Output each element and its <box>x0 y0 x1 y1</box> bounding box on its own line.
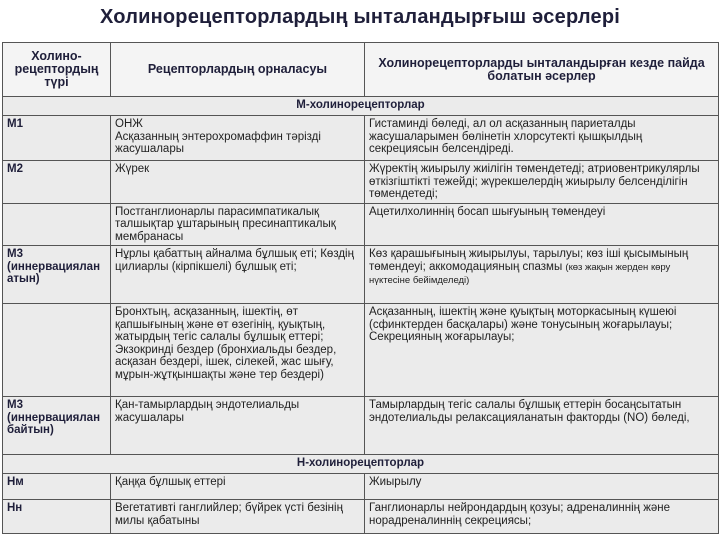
section-row-m <box>3 97 719 116</box>
effect-note: (көз жақын жерден көру нүктесіне бейімделеді) <box>369 261 671 286</box>
receptor-type <box>3 203 111 246</box>
receptor-location: Бронхтың, асқазанның, ішектің, өт қапшығының және өт өзегінің, қуықтың, жатырдың тегіс салалы бұлшық еттері; Экзокринді бездер (бронхиальды бездер, асқазан бездері, ішек, сілекей, жас шығу, мұрын-жұтқыншақты және тер бездері) <box>111 304 365 397</box>
table-row <box>3 474 719 500</box>
receptor-location: Постганглионарлы парасимпатикалық талшықтар ұштарының пресинаптикалық мембранасы <box>111 203 365 246</box>
receptor-type: М1 <box>3 116 111 161</box>
receptor-location: Нұрлы қабаттың айналма бұлшық еті; Көздің цилиарлы (кірпікшелі) бұлшық еті; <box>111 246 365 304</box>
table-row <box>3 246 719 304</box>
receptor-location: Қаңқа бұлшық еттері <box>111 474 365 500</box>
section-m-receptors: М-холинорецепторлар <box>3 97 719 116</box>
receptor-type: М3 (иннервацияланбайтын) <box>3 397 111 455</box>
receptor-location: Вегетативті ганглийлер; бүйрек үсті безінің милы қабатыны <box>111 500 365 534</box>
receptor-effect: Ганглионарлы нейрондардың қозуы; адреналиннің және норадреналиннің секрециясы; <box>365 500 719 534</box>
table-row <box>3 116 719 161</box>
receptor-location <box>111 116 365 161</box>
receptor-effect <box>365 246 719 304</box>
receptor-type: М2 <box>3 161 111 204</box>
table-row <box>3 500 719 534</box>
receptor-effect: Тамырлардың тегіс салалы бұлшық еттерін босаңсытатын эндотелиальды релаксацияланатын факторды (NO) бөледі, <box>365 397 719 455</box>
table-row <box>3 203 719 246</box>
receptor-table <box>2 42 719 534</box>
receptor-effect: Жиырылу <box>365 474 719 500</box>
receptor-type: Нн <box>3 500 111 534</box>
header-receptor-type: Холино-рецептордың түрі <box>3 43 111 97</box>
header-location: Рецепторлардың орналасуы <box>111 43 365 97</box>
receptor-effect: Гистаминді бөледі, ал ол асқазанның париеталды жасушаларымен бөлінетін хлорсутекті қышқылдың секрециясын белсендіреді. <box>365 116 719 161</box>
header-row <box>3 43 719 97</box>
receptor-effect: Ацетилхолиннің босап шығуының төмендеуі <box>365 203 719 246</box>
effect-text: Көз қарашығының жиырылуы, тарылуы; көз іші қысымының төмендеуі; аккомодацияның спазмы <box>369 248 689 273</box>
location-line: ОНЖ Асқазанның энтерохромаффин тәрізді жасушалары <box>115 118 321 155</box>
table-row <box>3 161 719 204</box>
table-row <box>3 397 719 455</box>
table-row <box>3 304 719 397</box>
header-effects: Холинорецепторларды ынталандырған кезде пайда болатын әсерлер <box>365 43 719 97</box>
section-n-receptors: Н-холинорецепторлар <box>3 455 719 474</box>
receptor-location: Жүрек <box>111 161 365 204</box>
receptor-type: Нм <box>3 474 111 500</box>
receptor-location: Қан-тамырлардың эндотелиальды жасушалары <box>111 397 365 455</box>
receptor-type <box>3 304 111 397</box>
receptor-type: М3 (иннервацияланатын) <box>3 246 111 304</box>
page-title: Холинорецепторлардың ынталандырғыш әсерлері <box>100 6 620 28</box>
section-row-n <box>3 455 719 474</box>
receptor-effect: Асқазанның, ішектің және қуықтың моторкасының күшеюі (сфинктерден басқалары) және тонусының жоғарылауы; Секрецияның жоғарылауы; <box>365 304 719 397</box>
receptor-effect: Жүректің жиырылу жиілігін төмендетеді; атриовентрикулярлы өткізгіштікті тежейді; жүрекшелердің жиырылу белсенділігін төмендетеді; <box>365 161 719 204</box>
